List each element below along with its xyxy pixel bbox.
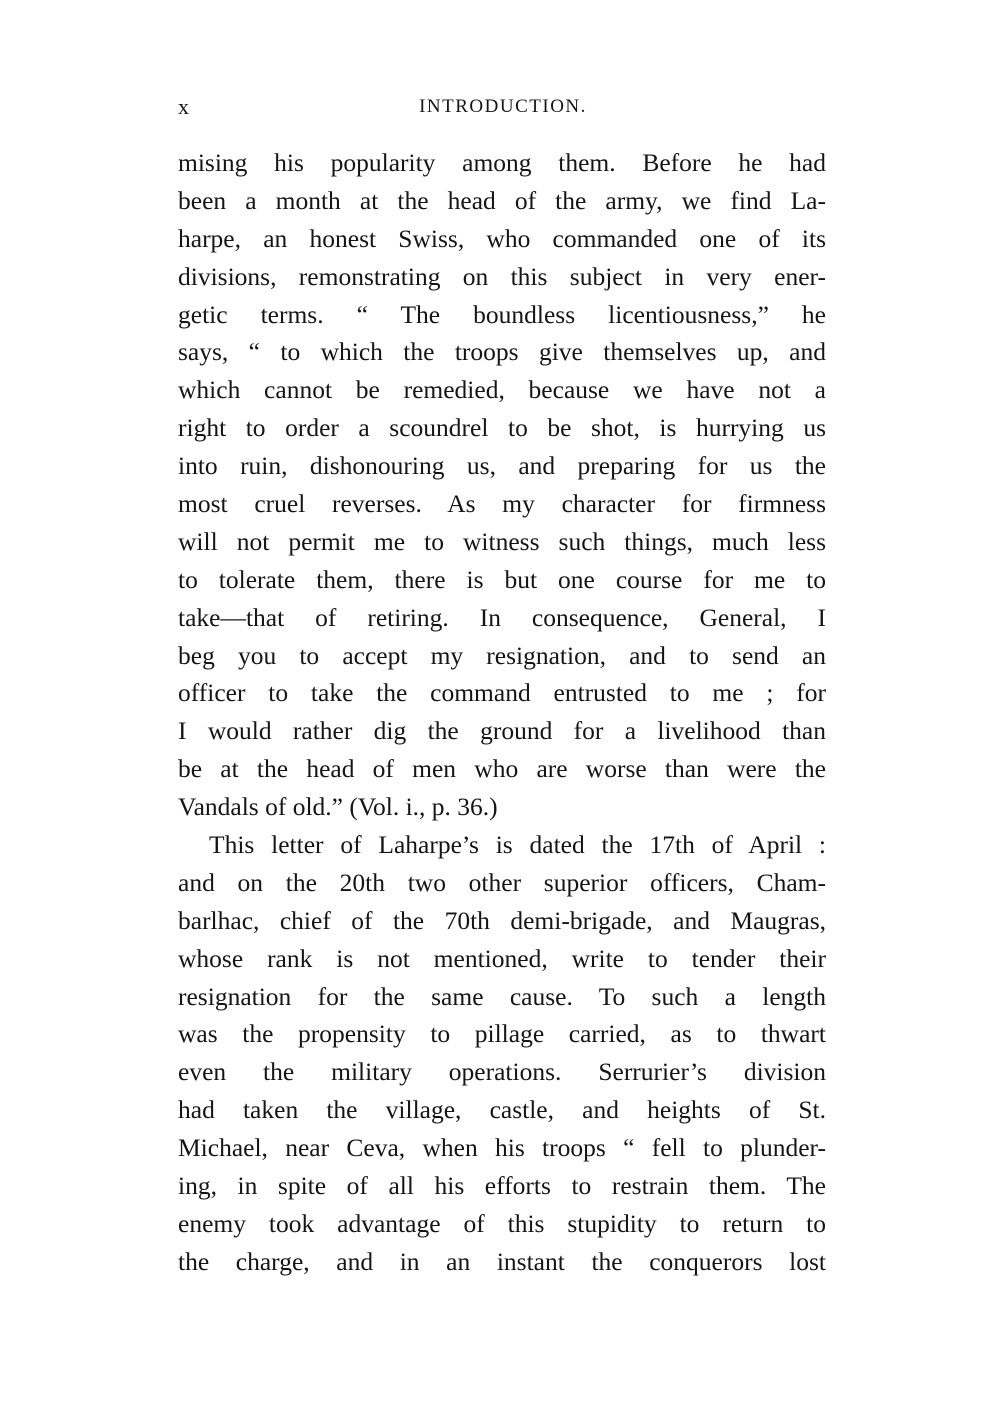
text-line: mising his popularity among them. Before he had [178, 148, 826, 177]
text-line: enemy took advantage of this stupidity to return to [178, 1208, 826, 1238]
text-line: beg you to accept my resignation, and to send an [178, 640, 826, 670]
text-line: officer to take the command entrusted to me ; for [178, 678, 826, 708]
text-line: was the propensity to pillage carried, as to thwart [178, 1019, 826, 1049]
text-line: Michael, near Ceva, when his troops “ fell to plunder- [178, 1133, 826, 1163]
text-line: and on the 20th two other superior officers, Cham- [178, 867, 826, 897]
text-line: I would rather dig the ground for a livelihood than [178, 716, 826, 746]
text-line: resignation for the same cause. To such a length [178, 981, 826, 1011]
text-line: into ruin, dishonouring us, and preparing for us the [178, 451, 826, 481]
text-line: the charge, and in an instant the conquerors lost [178, 1246, 826, 1276]
text-line: harpe, an honest Swiss, who commanded one of its [178, 223, 826, 253]
text-line: right to order a scoundrel to be shot, is hurrying us [178, 413, 826, 443]
text-line: will not permit me to witness such things, much less [178, 526, 826, 556]
text-line: ing, in spite of all his efforts to restrain them. The [178, 1171, 826, 1201]
running-head: INTRODUCTION. [419, 96, 587, 117]
text-line: getic terms. “ The boundless licentiousness,” he [178, 299, 826, 329]
text-line: even the military operations. Serrurier’s division [178, 1057, 826, 1087]
text-line: to tolerate them, there is but one course for me to [178, 564, 826, 594]
text-line: barlhac, chief of the 70th demi-brigade, and Maugras, [178, 905, 826, 935]
text-line: been a month at the head of the army, we find La- [178, 185, 826, 215]
text-line: be at the head of men who are worse than were the [178, 754, 826, 784]
text-line: take—that of retiring. In consequence, General, I [178, 602, 826, 632]
text-line: had taken the village, castle, and heights of St. [178, 1095, 826, 1125]
page-header [178, 94, 828, 124]
body-text [178, 144, 826, 1281]
text-line: divisions, remonstrating on this subject in very ener- [178, 261, 826, 291]
text-line: says, “ to which the troops give themselves up, and [178, 337, 826, 367]
paragraph-start-line: This letter of Laharpe’s is dated the 17th of April : [209, 830, 826, 860]
text-line: whose rank is not mentioned, write to tender their [178, 943, 826, 973]
text-line: Vandals of old.” (Vol. i., p. 36.) [178, 792, 498, 822]
text-line: which cannot be remedied, because we have not a [178, 375, 826, 405]
page-number: x [178, 94, 190, 119]
text-line: most cruel reverses. As my character for firmness [178, 489, 826, 519]
